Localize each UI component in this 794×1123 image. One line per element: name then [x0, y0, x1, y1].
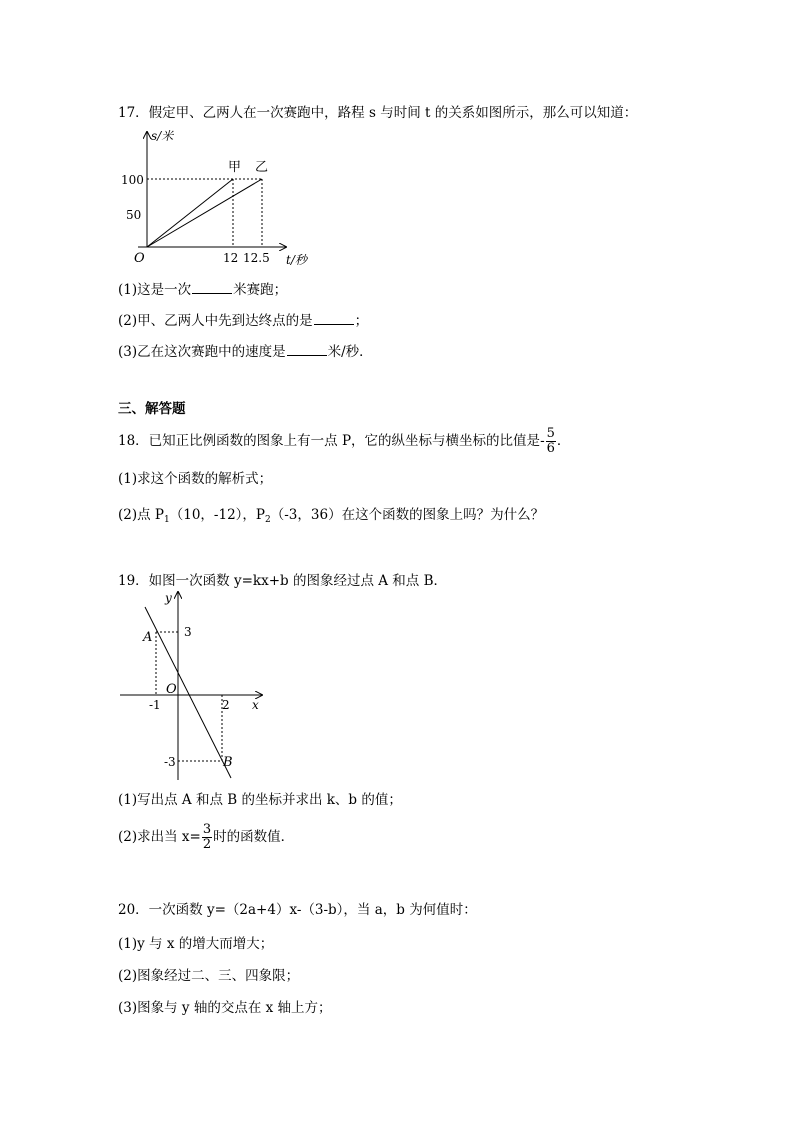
- q17-part1-blank: [192, 281, 232, 294]
- q17-part1-text: (1)这是一次: [118, 282, 192, 298]
- q19-tick-x-2: 2: [222, 698, 230, 712]
- q17-x-tick-12: 12: [223, 251, 239, 265]
- q18-stem-text: 18．已知正比例函数的图象上有一点 P，它的纵坐标与横坐标的比值是: [118, 433, 541, 449]
- q18-part2-b: （10，-12），P: [169, 507, 265, 523]
- q19-point-a-label: A: [143, 630, 153, 645]
- q17-part2-blank: [314, 312, 354, 325]
- q19-fraction: [202, 823, 212, 852]
- q19-tick-y-3: 3: [184, 625, 192, 639]
- q18-frac-num: 5: [546, 426, 555, 441]
- q19-part2-a: (2)求出当 x=: [118, 829, 201, 845]
- q19-graph: [118, 588, 268, 784]
- q17-part2-end: ；: [354, 313, 369, 329]
- q20-part2: (2)图象经过二、三、四象限；: [118, 968, 300, 984]
- q19-tick-x-neg1: -1: [149, 698, 161, 712]
- q17-line-jia: [147, 179, 233, 247]
- q17-y-tick-100: 100: [121, 173, 144, 187]
- q18-fraction: [546, 427, 556, 456]
- q20-part1: (1)y 与 x 的增大而增大；: [118, 936, 274, 952]
- q17-origin: O: [134, 251, 145, 266]
- q17-part2: [118, 312, 368, 330]
- q19-part2-b: 时的函数值．: [213, 829, 295, 845]
- q19-part1: (1)写出点 A 和点 B 的坐标并求出 k、b 的值；: [118, 792, 402, 808]
- q17-line-yi: [147, 179, 262, 247]
- q17-y-tick-50: 50: [126, 208, 142, 222]
- q19-stem: 19．如图一次函数 y=kx+b 的图象经过点 A 和点 B．: [118, 573, 447, 589]
- q18-stem-end: ．: [556, 433, 571, 449]
- q17-y-axis-label: s/米: [151, 129, 174, 143]
- q20-stem: 20．一次函数 y=（2a+4）x-（3-b），当 a，b 为何值时：: [118, 902, 477, 918]
- q19-frac-den: 2: [202, 837, 212, 852]
- q20-part3: (3)图象与 y 轴的交点在 x 轴上方；: [118, 1000, 332, 1016]
- q17-part3-text: (3)乙在这次赛跑中的速度是: [118, 344, 286, 360]
- q18-frac-sign: -: [540, 433, 545, 449]
- q17-part3-end: 米/秒．: [327, 344, 373, 360]
- q17-label-yi: 乙: [255, 160, 269, 175]
- q18-p1-sub: 1: [164, 515, 170, 525]
- q18-frac-den: 6: [546, 441, 555, 456]
- q19-frac-num: 3: [202, 822, 212, 837]
- q17-part3: [118, 343, 373, 361]
- q17-part1-end: 米赛跑；: [233, 282, 288, 298]
- q19-origin: O: [166, 682, 177, 697]
- q17-part3-blank: [287, 343, 327, 356]
- q19-y-axis-label: y: [165, 591, 172, 605]
- q18-part2-c: （-3，36）在这个函数的图象上吗？为什么？: [270, 507, 545, 523]
- q19-tick-y-neg3: -3: [164, 755, 176, 769]
- q17-part1: [118, 281, 287, 299]
- q18-part2: [118, 506, 544, 529]
- q17-x-axis-label: t/秒: [286, 253, 307, 267]
- q17-graph: [118, 126, 318, 272]
- q18-part2-a: (2)点 P: [118, 507, 164, 523]
- q19-point-b-label: B: [223, 755, 233, 770]
- section-title: 三、解答题: [118, 401, 186, 417]
- q17-stem: 17．假定甲、乙两人在一次赛跑中，路程 s 与时间 t 的关系如图所示，那么可以知道：: [118, 105, 638, 121]
- q19-x-axis-label: x: [252, 698, 259, 712]
- q18-part1: (1)求这个函数的解析式；: [118, 471, 273, 487]
- q18-p2-sub: 2: [265, 515, 271, 525]
- q17-x-tick-12-5: 12.5: [243, 251, 270, 265]
- q19-part2: [118, 823, 294, 852]
- q17-part2-text: (2)甲、乙两人中先到达终点的是: [118, 313, 313, 329]
- q17-label-jia: 甲: [228, 160, 242, 175]
- q18-stem: [118, 427, 570, 456]
